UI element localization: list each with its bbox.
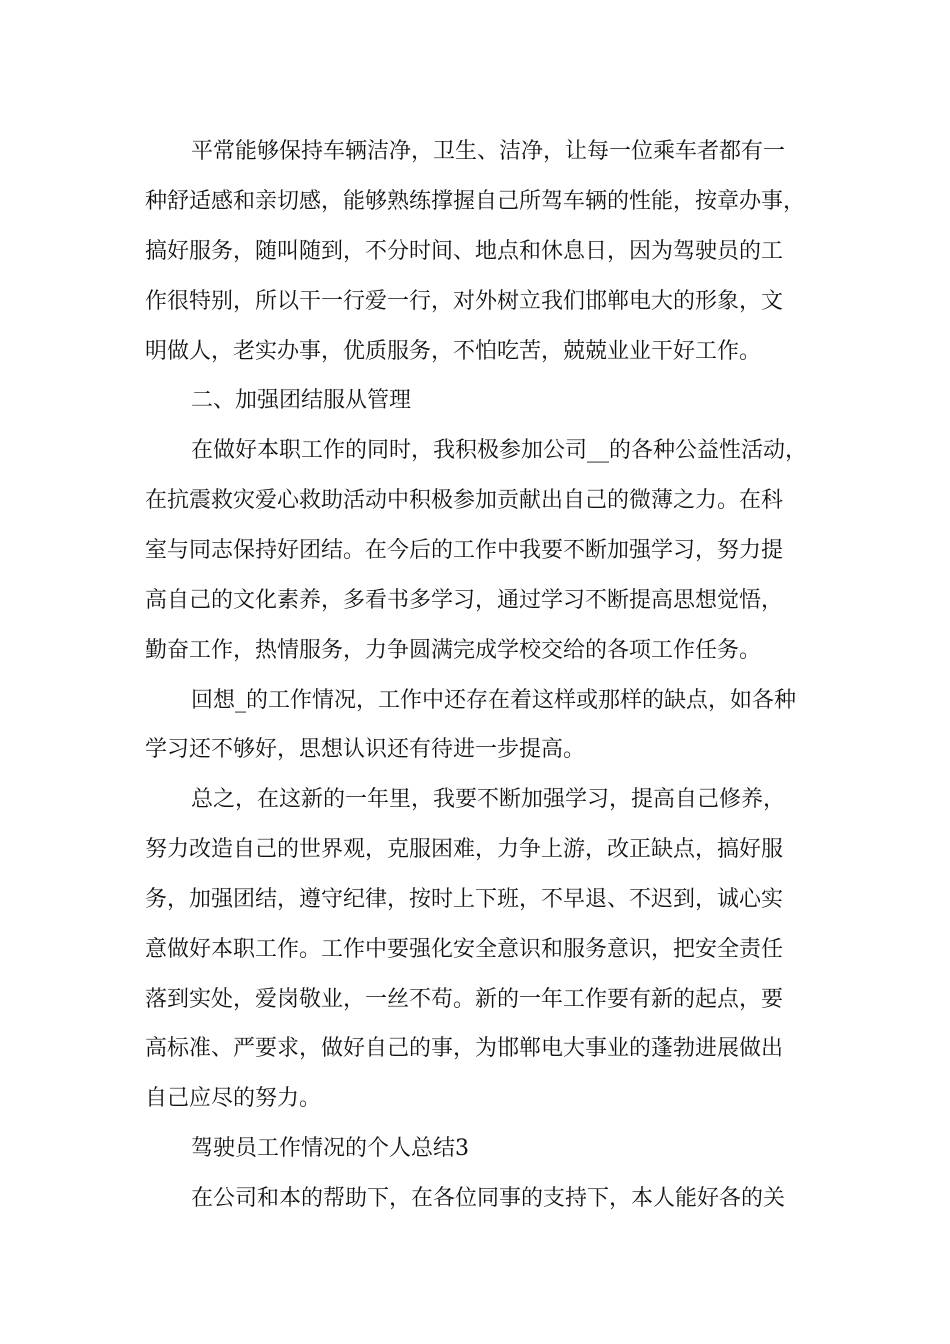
text-line: 高标准、严要求，做好自己的事，为邯郸电大事业的蓬勃进展做出	[145, 1036, 784, 1061]
text-line: 在抗震救灾爱心救助活动中积极参加贡献出自己的微薄之力。在科	[145, 488, 784, 513]
text-line: 勤奋工作，热情服务，力争圆满完成学校交给的各项工作任务。	[145, 638, 762, 663]
text-line: 努力改造自己的世界观，克服困难，力争上游，改正缺点，搞好服	[145, 837, 784, 862]
text-line: 意做好本职工作。工作中要强化安全意识和服务意识，把安全责任	[145, 937, 784, 962]
text-line: 总之，在这新的一年里，我要不断加强学习，提高自己修养，	[191, 787, 786, 812]
text-line: 搞好服务，随叫随到，不分时间、地点和休息日，因为驾驶员的工	[145, 239, 784, 264]
text-line: 在公司和本的帮助下，在各位同事的支持下，本人能好各的关	[191, 1186, 786, 1211]
section-heading: 二、加强团结服从管理	[191, 388, 412, 413]
text-line: 自己应尽的努力。	[145, 1086, 322, 1111]
text-line: 回想_的工作情况，工作中还存在着这样或那样的缺点，如各种	[191, 688, 797, 713]
text-line: 落到实处，爱岗敬业，一丝不苟。新的一年工作要有新的起点，要	[145, 987, 784, 1012]
text-line: 种舒适感和亲切感，能够熟练撑握自己所驾车辆的性能，按章办事，	[145, 189, 806, 214]
text-line: 学习还不够好，思想认识还有待进一步提高。	[145, 737, 586, 762]
text-line: 高自己的文化素养，多看书多学习，通过学习不断提高思想觉悟，	[145, 588, 784, 613]
text-line: 在做好本职工作的同时，我积极参加公司__的各种公益性活动，	[191, 438, 808, 463]
section-heading: 驾驶员工作情况的个人总结3	[191, 1136, 469, 1161]
text-line: 平常能够保持车辆洁净，卫生、洁净，让每一位乘车者都有一	[191, 139, 786, 164]
text-line: 务，加强团结，遵守纪律，按时上下班，不早退、不迟到，诚心实	[145, 887, 784, 912]
text-line: 明做人，老实办事，优质服务，不怕吃苦，兢兢业业干好工作。	[145, 339, 762, 364]
text-line: 室与同志保持好团结。在今后的工作中我要不断加强学习，努力提	[145, 538, 784, 563]
text-line: 作很特别，所以干一行爱一行，对外树立我们邯郸电大的形象，文	[145, 289, 784, 314]
